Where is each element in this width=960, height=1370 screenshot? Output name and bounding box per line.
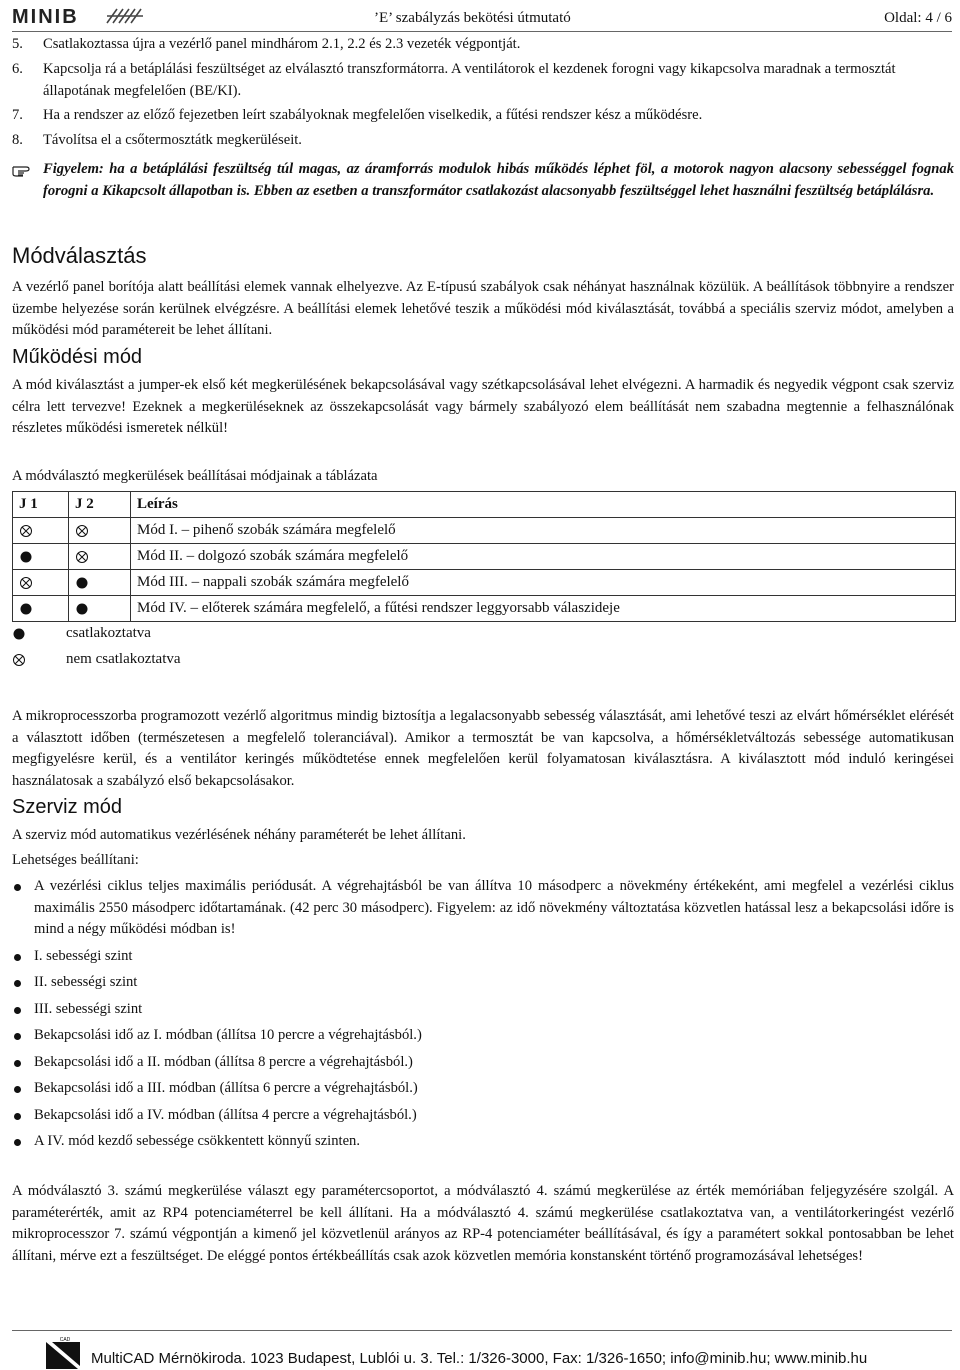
cad-logo-text: CAD — [59, 1337, 71, 1343]
bullet-icon — [14, 954, 21, 961]
j1-cell — [13, 570, 69, 596]
bullet-icon — [14, 1007, 21, 1014]
list-item — [12, 1105, 954, 1127]
document-title: ’E’ szabályzás bekötési útmutató — [374, 10, 571, 26]
jumper-state-icon — [19, 602, 33, 616]
list-item — [12, 999, 954, 1021]
list-item-text: Bekapcsolási idő a III. módban (állítsa 6 percre a végrehajtásból.) — [34, 1080, 418, 1096]
filled-circle-icon — [12, 627, 26, 641]
step-item — [12, 34, 954, 56]
table-caption: A módválasztó megkerülések beállításai módjainak a táblázata — [12, 468, 378, 484]
legend-disconnected-label: nem csatlakoztatva — [66, 651, 181, 667]
jumper-state-icon — [75, 524, 89, 538]
step-number: 5. — [12, 36, 23, 52]
list-item — [12, 1025, 954, 1047]
crossed-circle-icon — [12, 653, 26, 667]
bullet-icon — [14, 1033, 21, 1040]
j2-cell — [69, 570, 131, 596]
list-item — [12, 946, 954, 968]
description-cell: Mód I. – pihenő szobák számára megfelelő — [131, 518, 956, 544]
description-cell: Mód II. – dolgozó szobák számára megfelelő — [131, 544, 956, 570]
mode-select-paragraph: A vezérlő panel borítója alatt beállítási elemek vannak elhelyezve. Az E-típusú szabályok csak néhányat használnak közülük. A beállítások többnyire a rendszer üzembe helyezése során kerülnek elvégzésre. A beállítási elemek lehetővé teszik a működési mód kiválasztását, továbbá a speciális szerviz módot, amelyben a működési mód paramétereit be lehet állítani. — [12, 279, 954, 338]
logo-mark-icon — [105, 7, 145, 25]
warning-note — [12, 159, 954, 202]
bullet-icon — [14, 1086, 21, 1093]
legend-connected-label: csatlakoztatva — [66, 625, 151, 641]
section-title-service-mode: Szerviz mód — [12, 796, 123, 818]
header-divider — [12, 31, 952, 32]
j2-cell — [69, 596, 131, 622]
service-closing-paragraph: A módválasztó 3. számú megkerülése választ egy paramétercsoportot, a módválasztó 4. számú megkerülése az érték memóriában feljegyzésére szolgál. A paraméterérték, amit az RP4 potenciaméterrel be kell állítani. Ha a módválasztó 4. számú megkerülése csatlakoztatva van, a ventilátorkeringést vezérlő mikroprocesszor 7. számú végpontján a kimenő jel közvetlenül arányos az RP-4 potenciaméter beállításával, és így a paramétert sokkal pontosabban be lehet állítani, mérve ezt a feszültséget. De eléggé pontos értékbeállítás csak azok közvetlen memória konstansként történő programozásával lehetséges! — [12, 1183, 954, 1264]
list-item — [12, 876, 954, 941]
j1-cell — [13, 544, 69, 570]
step-text: Ha a rendszer az előző fejezetben leírt szabályoknak megfelelően viselkedik, a fűtési rendszer kész a működésre. — [43, 107, 703, 123]
jumper-state-icon — [19, 524, 33, 538]
list-item — [12, 1052, 954, 1074]
jumper-state-icon — [75, 550, 89, 564]
j1-cell — [13, 518, 69, 544]
section-title-mode-select: Módválasztás — [12, 243, 147, 268]
list-item-text: Bekapcsolási idő az I. módban (állítsa 10 percre a végrehajtásból.) — [34, 1027, 422, 1043]
list-item — [12, 972, 954, 994]
list-item-text: II. sebességi szint — [34, 974, 138, 990]
step-item — [12, 105, 954, 127]
minib-logo: MINIB — [12, 6, 79, 28]
pointing-hand-icon — [12, 161, 36, 177]
bullet-icon — [14, 1113, 21, 1120]
j1-cell — [13, 596, 69, 622]
service-possible-label: Lehetséges beállítani: — [12, 852, 139, 868]
description-cell: Mód III. – nappali szobák számára megfelelő — [131, 570, 956, 596]
bullet-icon — [14, 884, 21, 891]
list-item-text: A vezérlési ciklus teljes maximális periódusát. A végrehajtásból be van állítva 10 másodperc a növekmény értékeként, ami megfelel a vezérlési ciklus maximális 2550 másodperc időtartamának. (42 perc 30 másodperc). Figyelem: az idő növekmény változtatása közvetlen hatással lesz a bekapcsolási időre is mind a négy működési módban is! — [34, 878, 954, 937]
list-item — [12, 1131, 954, 1153]
microprocessor-paragraph: A mikroprocesszorba programozott vezérlő algoritmus mindig biztosítja a legalacsonyabb sebesség választását, ami lehetővé teszi az elvárt hőmérséklet elérését a választott időben (természetesen a megfelelő toleranciával). Amikor a termosztát be van kapcsolva, a hőmérsékletváltozás sebessége automatikusan megfigyelésre kerül, és a ventilátor keringés működtetése ennek megfelelően kerül folyamatosan kiválasztásra. A kiválasztott mód induló keringései használatosak a szabályzó első bekapcsolásakor. — [12, 708, 954, 789]
legend-connected — [12, 621, 151, 646]
table-row — [13, 544, 956, 570]
page-number: Oldal: 4 / 6 — [884, 10, 952, 26]
warning-text: Figyelem: ha a betáplálási feszültség túl magas, az áramforrás modulok hibás működés léphet föl, a motorok nagyon alacsony sebességgel fognak forogni a Kikapcsolt állapotban is. Ebben az esetben a transzformátor csatlakozást alacsonyabb feszültséggel lehet használni feszültség betáplálásra. — [43, 161, 954, 199]
list-item-text: Bekapcsolási idő a II. módban (állítsa 8 percre a végrehajtásból.) — [34, 1053, 413, 1070]
service-settings-list — [12, 876, 954, 1158]
header-description: Leírás — [131, 492, 956, 518]
jumper-state-icon — [19, 550, 33, 564]
service-intro: A szerviz mód automatikus vezérlésének néhány paraméterét be lehet állítani. — [12, 827, 466, 843]
bullet-icon — [14, 1139, 21, 1146]
step-number: 8. — [12, 132, 23, 148]
cad-logo-icon — [44, 1336, 84, 1370]
page-header — [12, 4, 952, 32]
list-item-text: Bekapcsolási idő a IV. módban (állítsa 4 percre a végrehajtásból.) — [34, 1106, 417, 1123]
step-item — [12, 130, 954, 152]
list-item-text: I. sebességi szint — [34, 947, 133, 964]
bullet-icon — [14, 1060, 21, 1067]
operating-mode-paragraph: A mód kiválasztást a jumper-ek első két megkerülésének bekapcsolásával vagy szétkapcsolásával lehet elvégezni. A harmadik és negyedik végpont csak szerviz célra lett tervezve! Ezeknek a megkerüléseknek az összekapcsolását vagy bármely szabályozó elem beállítását nem szabadna megtennie a felhasználónak részletes működési ismeretek nélkül! — [12, 377, 954, 436]
bullet-icon — [14, 980, 21, 987]
table-header-row — [13, 492, 956, 518]
j2-cell — [69, 518, 131, 544]
step-text: Távolítsa el a csőtermosztátk megkerüléseit. — [43, 132, 302, 148]
table-row — [13, 570, 956, 596]
step-text: Csatlakoztassa újra a vezérlő panel mindhárom 2.1, 2.2 és 2.3 vezeték végpontját. — [43, 36, 521, 52]
header-j1: J 1 — [13, 492, 69, 518]
step-number: 7. — [12, 107, 23, 123]
description-cell: Mód IV. – előterek számára megfelelő, a fűtési rendszer leggyorsabb válaszideje — [131, 596, 956, 622]
footer-contact: MultiCAD Mérnökiroda. 1023 Budapest, Lublói u. 3. Tel.: 1/326-3000, Fax: 1/326-1650; info@minib.hu; www.minib.hu — [91, 1350, 868, 1367]
section-title-operating-mode: Működési mód — [12, 346, 143, 368]
list-item-text: III. sebességi szint — [34, 1000, 143, 1017]
legend-disconnected — [12, 647, 181, 672]
header-j2: J 2 — [69, 492, 131, 518]
list-item-text: A IV. mód kezdő sebessége csökkentett könnyű szinten. — [34, 1133, 360, 1149]
page-footer — [12, 1336, 952, 1370]
table-row — [13, 596, 956, 622]
table-row — [13, 518, 956, 544]
list-item — [12, 1078, 954, 1100]
step-text: Kapcsolja rá a betáplálási feszültséget az elválasztó transzformátorra. A ventilátorok el kezdenek forogni vagy kikapcsolva maradnak a termosztát állapotának megfelelően (BE/KI). — [43, 61, 896, 99]
jumper-state-icon — [19, 576, 33, 590]
step-item — [12, 59, 954, 102]
jumper-state-icon — [75, 576, 89, 590]
footer-divider — [12, 1330, 952, 1331]
j2-cell — [69, 544, 131, 570]
step-number: 6. — [12, 61, 23, 77]
mode-table — [12, 491, 956, 622]
jumper-state-icon — [75, 602, 89, 616]
